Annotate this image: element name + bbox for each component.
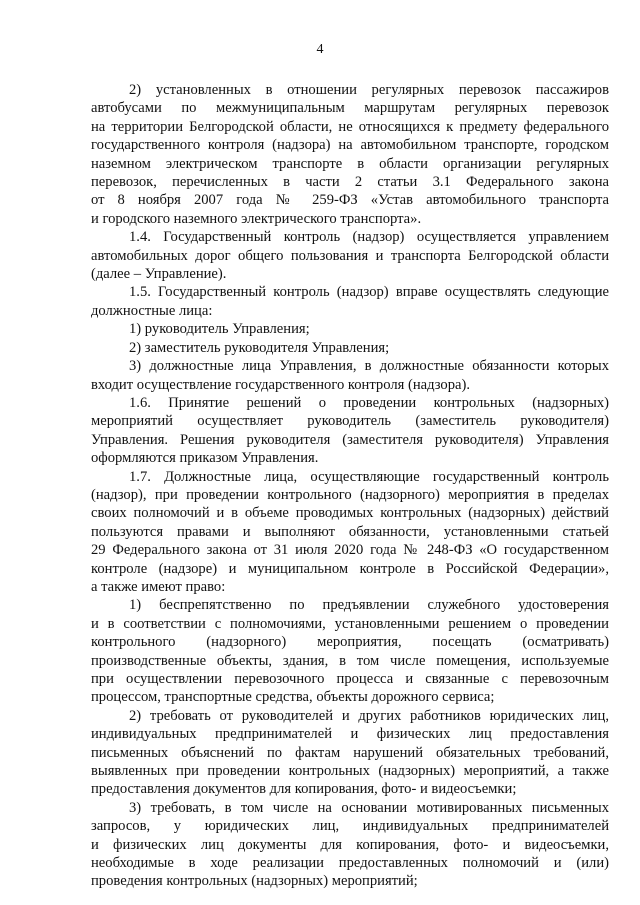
text-line: а также имеют право: (91, 578, 226, 595)
text-line: 3) должностные лица Управления, в должностные обязанности которых (129, 358, 609, 375)
text-line: 2) установленных в отношении регулярных перевозок пассажиров (129, 82, 609, 98)
text-line: проведения контрольных (надзорных) мероприятий; (91, 873, 418, 890)
text-line: и городского наземного электрического транспорта». (91, 210, 422, 227)
text-line: 1) беспрепятственно по предъявлении служебного удостоверения (129, 597, 609, 614)
text-line: 1.7. Должностные лица, осуществляющие государственный контроль (129, 468, 609, 485)
text-line: запросов, у юридических лиц, индивидуальных предпринимателей (91, 818, 609, 835)
text-line: необходимые в ходе реализации предоставленных полномочий и (или) (91, 855, 609, 872)
text-line: 1.6. Принятие решений о проведении контрольных (надзорных) (129, 394, 609, 411)
text-line: пользуются правами и выполняют обязанности, установленными статьей (91, 523, 609, 540)
text-line: 1.4. Государственный контроль (надзор) осуществляется управлением (129, 229, 609, 246)
text-line: своих полномочий и в объеме проводимых контрольных (надзорных) действий (91, 505, 609, 522)
text-line: 29 Федерального закона от 31 июля 2020 года № 248-ФЗ «О государственном (91, 542, 609, 559)
text-line: должностные лица: (91, 302, 213, 319)
text-line: контроле (надзоре) и муниципальном контроле в Российской Федерации», (91, 560, 609, 577)
text-line: производственные объекты, здания, в том числе помещения, используемые (91, 652, 609, 669)
text-line: процессом, транспортные средства, объекты дорожного сервиса; (91, 689, 495, 706)
text-line: 2) заместитель руководителя Управления; (129, 339, 390, 356)
text-line: мероприятий осуществляет руководитель (заместитель руководителя) (91, 413, 609, 430)
text-line: при осуществлении перевозочного процесса и связанные с перевозочным (91, 671, 609, 687)
text-line: (далее – Управление). (91, 266, 227, 283)
text-line: автомобильных дорог общего пользования и транспорта Белгородской области (91, 247, 609, 264)
text-line: на территории Белгородской области, не относящихся к предмету федерального (91, 118, 609, 135)
text-line: индивидуальных предпринимателей и физических лиц предоставления (91, 726, 609, 743)
text-line: государственного контроля (надзора) на автомобильном транспорте, городском (91, 137, 609, 154)
text-line: письменных объяснений по фактам нарушений обязательных требований, (91, 744, 609, 761)
text-line: предоставления документов для копирования, фото- и видеосъемки; (91, 781, 517, 798)
text-line: автобусами по межмуниципальным маршрутам регулярных перевозок (91, 100, 609, 117)
text-line: оформляются приказом Управления. (91, 450, 319, 467)
text-line: 1.5. Государственный контроль (надзор) вправе осуществлять следующие (129, 284, 609, 301)
text-line: и физических лиц документы для копирования, фото- и видеосъемки, (91, 836, 609, 853)
text-line: контрольного (надзорного) мероприятия, посещать (осматривать) (91, 634, 609, 651)
text-line: (надзор), при проведении контрольного (надзорного) мероприятия в пределах (91, 486, 609, 503)
page-number: 4 (316, 42, 324, 57)
text-line: и в соответствии с полномочиями, установленными решением о проведении (91, 615, 609, 632)
text-line: 2) требовать от руководителей и других работников юридических лиц, (129, 707, 609, 724)
text-line: 1) руководитель Управления; (129, 321, 310, 338)
text-line: выявленных при проведении контрольных (надзорных) мероприятий, а также (91, 763, 609, 780)
text-line: от 8 ноября 2007 года № 259-ФЗ «Устав автомобильного транспорта (91, 192, 609, 209)
text-line: 3) требовать, в том числе на основании мотивированных письменных (129, 799, 609, 816)
text-line: входит осуществление государственного контроля (надзора). (91, 376, 470, 393)
text-line: перевозок, перечисленных в части 2 статьи 3.1 Федерального закона (91, 174, 609, 191)
text-line: Управления. Решения руководителя (заместителя руководителя) Управления (91, 431, 609, 448)
document-body (91, 81, 609, 891)
text-line: наземном электрическом транспорте в области организации регулярных (91, 155, 609, 172)
